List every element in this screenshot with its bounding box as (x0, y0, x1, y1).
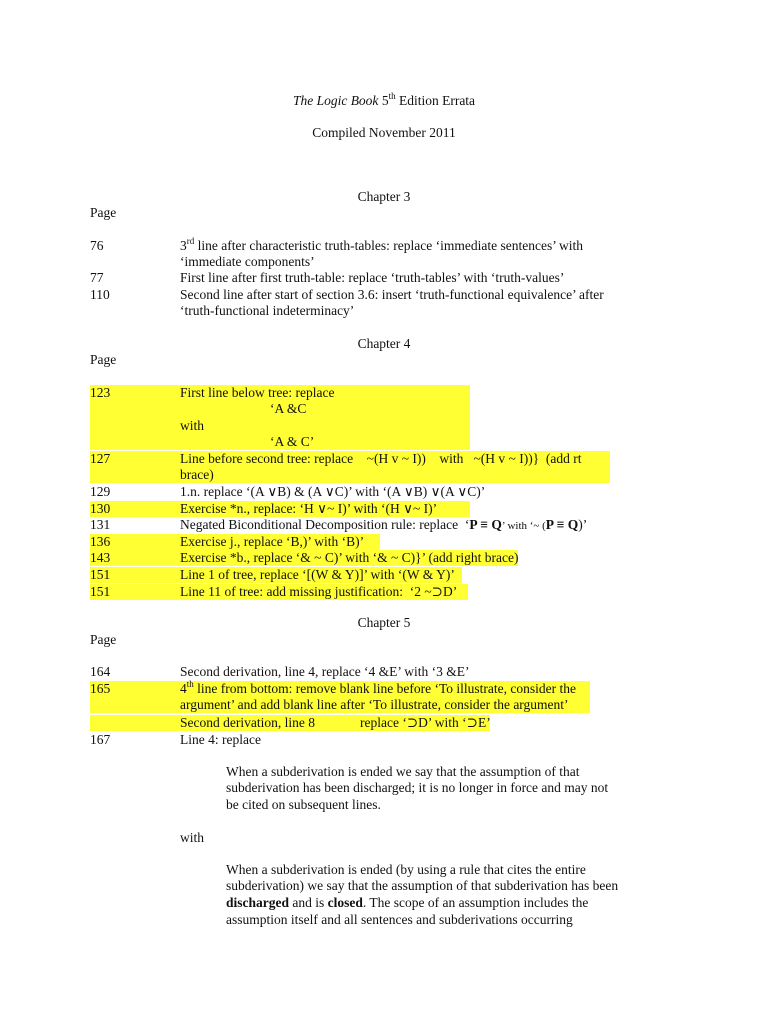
errata-page-number: 129 (90, 484, 111, 499)
chapter-3-heading: Chapter 3 (357, 189, 411, 204)
errata-quote: ‘A &C (270, 401, 307, 416)
errata-text-cont: brace) (180, 467, 214, 482)
errata-page-number: 110 (90, 287, 110, 302)
errata-page-number: 127 (90, 451, 111, 466)
old-passage-line: be cited on subsequent lines. (226, 797, 381, 812)
errata-page-number: 123 (90, 385, 111, 400)
errata-text: 3rd line after characteristic truth-tables: replace ‘immediate sentences’ with (180, 235, 584, 253)
errata-text: Exercise *n., replace: ‘H ∨~ I)’ with ‘(H ∨~ I)’ (180, 501, 438, 516)
document-title (0, 90, 768, 109)
errata-text: Negated Biconditional Decomposition rule: replace ‘P ≡ Q’ with ‘~ (P ≡ Q)’ (180, 517, 588, 532)
chapter-5-heading: Chapter 5 (357, 615, 411, 630)
book-title: The Logic Book (292, 93, 379, 108)
errata-text: Line before second tree: replace ~(H v ~ I)) with ~(H v ~ I))} (add rt (180, 451, 582, 466)
page-column-label: Page (90, 632, 117, 647)
errata-text: Line 11 of tree: add missing justification: ‘2 ~⊃D’ (180, 584, 458, 599)
errata-page-number: 143 (90, 550, 111, 565)
page-column-label: Page (90, 205, 117, 220)
new-passage-line: assumption itself and all sentences and subderivations occurring (226, 912, 573, 927)
errata-page-number: 131 (90, 517, 111, 532)
errata-text-cont: replace ‘⊃D’ with ‘⊃E’ (360, 715, 491, 730)
new-passage-line: When a subderivation is ended (by using a rule that cites the entire (226, 862, 586, 877)
errata-text-cont: argument’ and add blank line after ‘To illustrate, consider the argument’ (180, 697, 569, 712)
errata-page-number: 151 (90, 584, 111, 599)
errata-page-number: 151 (90, 567, 111, 582)
errata-quote: ‘A & C’ (270, 434, 315, 449)
new-passage-line: discharged and is closed. The scope of an assumption includes the (226, 895, 589, 910)
errata-page-number: 136 (90, 534, 111, 549)
compiled-date: Compiled November 2011 (312, 125, 456, 140)
errata-text: Second derivation, line 4, replace ‘4 &E’ with ‘3 &E’ (180, 664, 470, 679)
errata-with: with (180, 418, 205, 433)
errata-text: Second line after start of section 3.6: insert ‘truth-functional equivalence’ after (180, 287, 604, 302)
errata-text: Exercise j., replace ‘B,)’ with ‘B)’ (180, 534, 365, 549)
errata-text-cont: ‘immediate components’ (180, 254, 315, 269)
old-passage-line: When a subderivation is ended we say that the assumption of that (226, 764, 580, 779)
errata-page-number: 77 (90, 270, 104, 285)
edition-suffix: th (388, 90, 396, 101)
errata-text-cont: ‘truth-functional indeterminacy’ (180, 303, 355, 318)
errata-page-number: 164 (90, 664, 111, 679)
errata-text: Line 4: replace (180, 732, 261, 747)
edition-number: 5 (378, 93, 389, 108)
errata-text: 1.n. replace ‘(A ∨B) & (A ∨C)’ with ‘(A ∨B) ∨(A ∨C)’ (180, 484, 486, 499)
errata-page-number: 76 (90, 238, 104, 253)
errata-text: Line 1 of tree, replace ‘[(W & Y)]’ with ‘(W & Y)’ (180, 567, 455, 582)
page-column-label: Page (90, 352, 117, 367)
errata-text-cont: Second derivation, line 8 (180, 715, 315, 730)
errata-text: Exercise *b., replace ‘& ~ C)’ with ‘& ~ C)}’ (add right brace) (180, 550, 519, 565)
errata-text: First line below tree: replace (180, 385, 335, 400)
new-passage-line: subderivation) we say that the assumption of that subderivation has been (226, 878, 619, 893)
old-passage-line: subderivation has been discharged; it is no longer in force and may not (226, 780, 609, 795)
errata-page-number: 167 (90, 732, 111, 747)
title-rest: Edition Errata (395, 93, 476, 108)
errata-page-number: 165 (90, 681, 111, 696)
errata-text: 4th line from bottom: remove blank line before ‘To illustrate, consider the (180, 678, 576, 696)
errata-page-number: 130 (90, 501, 111, 516)
chapter-4-heading: Chapter 4 (357, 336, 411, 351)
errata-text: First line after first truth-table: replace ‘truth-tables’ with ‘truth-values’ (180, 270, 565, 285)
errata-with: with (180, 830, 205, 845)
